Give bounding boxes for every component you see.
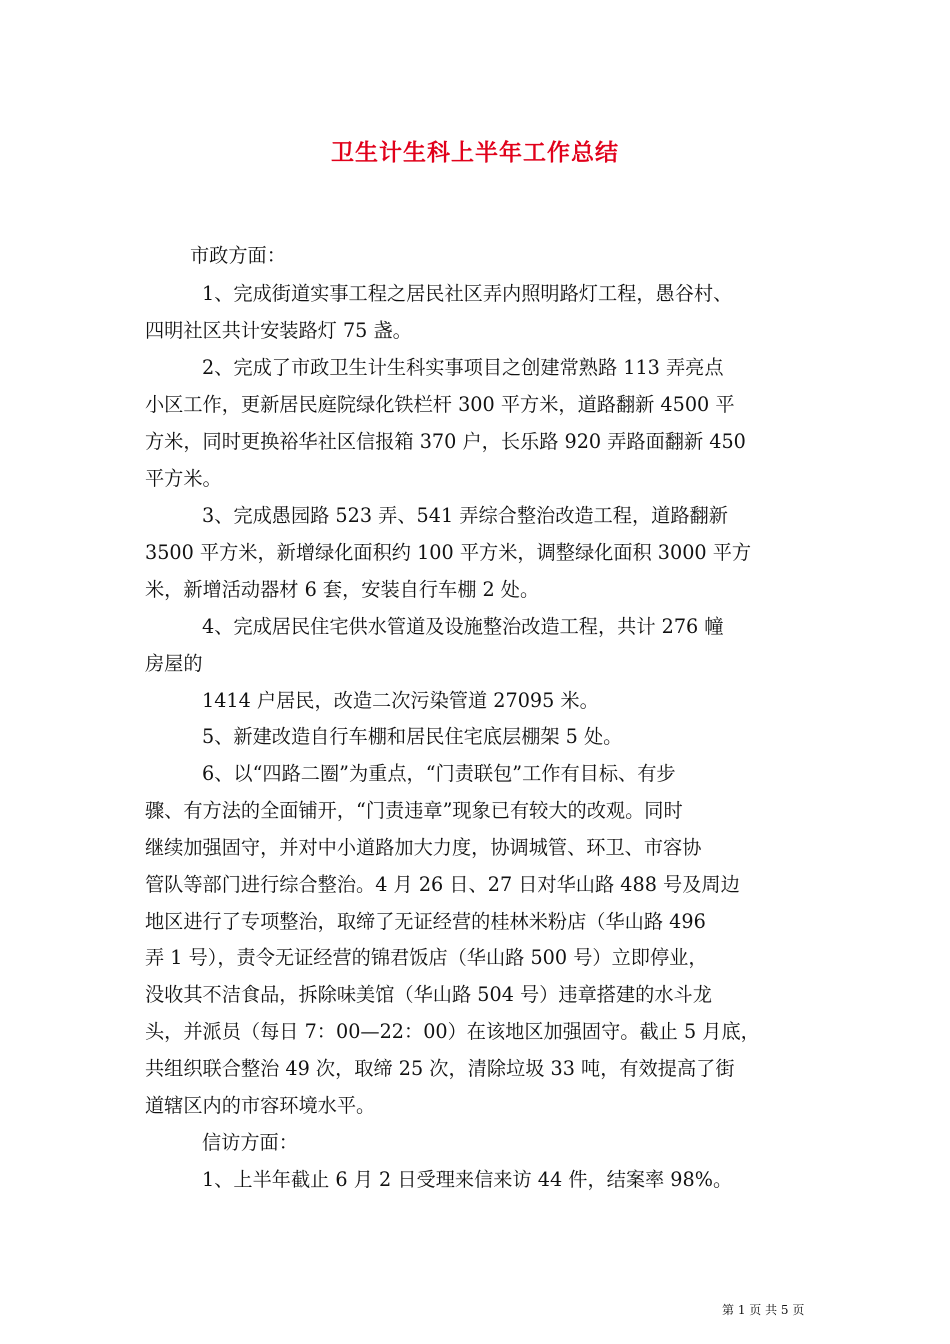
page-number-footer: 第 1 页 共 5 页 xyxy=(722,1303,805,1317)
paragraph-line: 2、完成了市政卫生计生科实事项目之创建常熟路 113 弄亮点 xyxy=(202,356,724,379)
paragraph-line: 房屋的 xyxy=(145,652,203,675)
paragraph-line: 四明社区共计安装路灯 75 盏。 xyxy=(145,319,412,342)
section-heading: 信访方面： xyxy=(202,1131,298,1154)
paragraph-line: 5、新建改造自行车棚和居民住宅底层棚架 5 处。 xyxy=(202,725,623,748)
paragraph-line: 米，新增活动器材 6 套，安装自行车棚 2 处。 xyxy=(145,578,540,601)
paragraph-line: 头，并派员（每日 7：00—22：00）在该地区加强固守。截止 5 月底， xyxy=(145,1020,760,1043)
paragraph-line: 方米，同时更换裕华社区信报箱 370 户，长乐路 920 弄路面翻新 450 xyxy=(145,430,746,453)
paragraph-line: 没收其不洁食品，拆除味美馆（华山路 504 号）违章搭建的水斗龙 xyxy=(145,983,712,1006)
paragraph-line: 3500 平方米，新增绿化面积约 100 平方米，调整绿化面积 3000 平方 xyxy=(145,541,752,564)
paragraph-line: 骤、有方法的全面铺开，“门责违章”现象已有较大的改观。同时 xyxy=(145,799,683,822)
paragraph-line: 4、完成居民住宅供水管道及设施整治改造工程，共计 276 幢 xyxy=(202,615,724,638)
paragraph-line: 6、以“四路二圈”为重点，“门责联包”工作有目标、有步 xyxy=(202,762,676,785)
paragraph-line: 1、上半年截止 6 月 2 日受理来信来访 44 件，结案率 98%。 xyxy=(202,1168,733,1191)
paragraph-line: 1414 户居民，改造二次污染管道 27095 米。 xyxy=(202,689,599,712)
paragraph-line: 管队等部门进行综合整治。4 月 26 日、27 日对华山路 488 号及周边 xyxy=(145,873,740,896)
paragraph-line: 平方米。 xyxy=(145,467,222,490)
paragraph-line: 弄 1 号），责令无证经营的锦君饭店（华山路 500 号）立即停业， xyxy=(145,946,708,969)
paragraph-line: 1、完成街道实事工程之居民社区弄内照明路灯工程，愚谷村、 xyxy=(202,282,733,305)
paragraph-line: 地区进行了专项整治，取缔了无证经营的桂林米粉店（华山路 496 xyxy=(145,910,706,933)
paragraph-line: 3、完成愚园路 523 弄、541 弄综合整治改造工程，道路翻新 xyxy=(202,504,728,527)
paragraph-line: 继续加强固守，并对中小道路加大力度，协调城管、环卫、市容协 xyxy=(145,836,702,859)
paragraph-line: 共组织联合整治 49 次，取缔 25 次，清除垃圾 33 吨，有效提高了街 xyxy=(145,1057,735,1080)
paragraph-line: 小区工作，更新居民庭院绿化铁栏杆 300 平方米，道路翻新 4500 平 xyxy=(145,393,735,416)
paragraph-line: 道辖区内的市容环境水平。 xyxy=(145,1094,376,1117)
section-heading: 市政方面： xyxy=(190,244,286,267)
document-title: 卫生计生科上半年工作总结 xyxy=(331,140,619,166)
